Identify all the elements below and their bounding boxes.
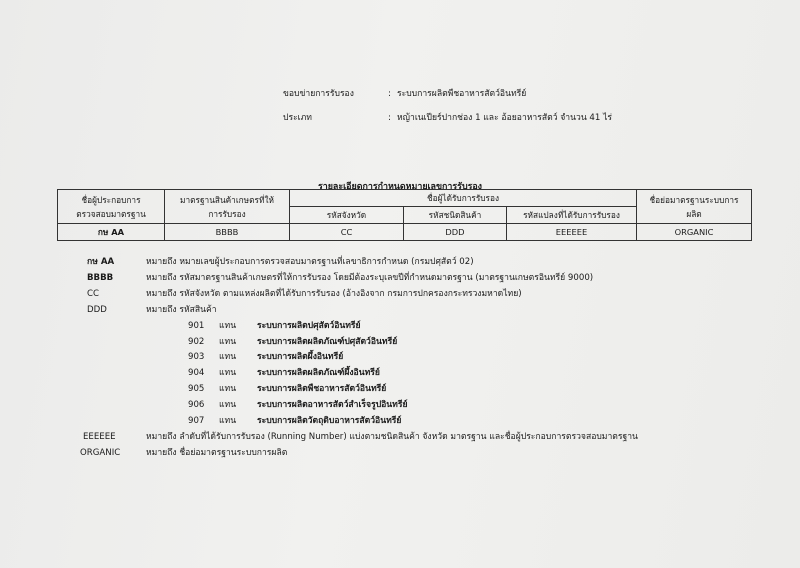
header-operator bbox=[58, 190, 165, 224]
scope-value: ระบบการผลิตพืชอาหารสัตว์อินทรีย์ bbox=[397, 89, 527, 99]
subheader-plot-code: รหัสแปลงที่ได้รับการรับรอง bbox=[507, 207, 637, 224]
cell-plot: EEEEEE bbox=[507, 224, 637, 241]
cell-standard: BBBB bbox=[165, 224, 290, 241]
product-word: แทน bbox=[219, 384, 237, 394]
legend-code-ddd: DDD bbox=[87, 305, 107, 315]
legend-code-aa: กษ AA bbox=[87, 257, 115, 267]
legend-desc-bbbb: หมายถึง รหัสมาตรฐานสินค้าเกษตรที่ให้การรับรอง โดยมีต้องระบุเลขปีที่กำหนดมาตรฐาน (มาตรฐานเกษตรอินทรีย์ 9000) bbox=[146, 273, 594, 283]
product-number: 905 bbox=[188, 384, 205, 394]
header-certified-group: ชื่อผู้ได้รับการรับรอง bbox=[290, 190, 637, 207]
scope-separator: : bbox=[388, 89, 391, 99]
legend-desc-organic: หมายถึง ชื่อย่อมาตรฐานระบบการผลิต bbox=[146, 448, 288, 458]
cell-province: CC bbox=[290, 224, 404, 241]
legend-code-organic: ORGANIC bbox=[80, 448, 121, 458]
table-row bbox=[58, 224, 752, 241]
subheader-product-code: รหัสชนิดสินค้า bbox=[404, 207, 507, 224]
product-word: แทน bbox=[219, 368, 237, 378]
legend-code-cc: CC bbox=[87, 289, 100, 299]
cell-operator: กษ AA bbox=[58, 224, 165, 241]
product-description: ระบบการผลิตผลิตภัณฑ์ผึ้งอินทรีย์ bbox=[257, 368, 380, 378]
product-number: 903 bbox=[188, 352, 205, 362]
product-description: ระบบการผลิตผลิตภัณฑ์ปศุสัตว์อินทรีย์ bbox=[257, 337, 398, 347]
product-word: แทน bbox=[219, 400, 237, 410]
header-standard bbox=[165, 190, 290, 224]
product-number: 901 bbox=[188, 321, 205, 331]
subheader-province-code: รหัสจังหวัด bbox=[290, 207, 404, 224]
legend-desc-ddd: หมายถึง รหัสสินค้า bbox=[146, 305, 217, 315]
legend-desc-eeeeee: หมายถึง ลำดับที่ได้รับการรับรอง (Running Number) แบ่งตามชนิดสินค้า จังหวัด มาตรฐาน และชื่อผู้ประกอบการตรวจสอบมาตรฐาน bbox=[146, 432, 638, 442]
header-operator-line1: ชื่อผู้ประกอบการ bbox=[81, 194, 141, 205]
product-word: แทน bbox=[219, 337, 237, 347]
product-description: ระบบการผลิตพืชอาหารสัตว์อินทรีย์ bbox=[257, 384, 387, 394]
legend-desc-aa: หมายถึง หมายเลขผู้ประกอบการตรวจสอบมาตรฐานที่เลขาธิการกำหนด (กรมปศุสัตว์ 02) bbox=[146, 257, 474, 267]
legend-code-bbbb: BBBB bbox=[87, 273, 114, 283]
header-standard-line2: การรับรอง bbox=[208, 208, 246, 219]
product-number: 906 bbox=[188, 400, 205, 410]
header-abbreviation-line1: ชื่อย่อมาตรฐานระบบการ bbox=[649, 194, 739, 205]
type-label: ประเภท bbox=[283, 113, 312, 123]
type-separator: : bbox=[388, 113, 391, 123]
product-description: ระบบการผลิตผึ้งอินทรีย์ bbox=[257, 352, 344, 362]
product-word: แทน bbox=[219, 416, 237, 426]
legend-desc-cc: หมายถึง รหัสจังหวัด ตามแหล่งผลิตที่ได้รับการรับรอง (อ้างอิงจาก กรมการปกครองกระทรวงมหาดไทย) bbox=[146, 289, 522, 299]
header-abbreviation bbox=[637, 190, 752, 224]
certification-code-table bbox=[57, 189, 752, 241]
product-number: 904 bbox=[188, 368, 205, 378]
product-description: ระบบการผลิตวัตถุดิบอาหารสัตว์อินทรีย์ bbox=[257, 416, 402, 426]
product-description: ระบบการผลิตปศุสัตว์อินทรีย์ bbox=[257, 321, 361, 331]
type-value: หญ้าเนเปียร์ปากช่อง 1 และ อ้อยอาหารสัตว์ จำนวน 41 ไร่ bbox=[397, 113, 613, 123]
legend-code-eeeeee: EEEEEE bbox=[83, 432, 116, 442]
product-description: ระบบการผลิตอาหารสัตว์สำเร็จรูปอินทรีย์ bbox=[257, 400, 408, 410]
product-number: 902 bbox=[188, 337, 205, 347]
header-operator-line2: ตรวจสอบมาตรฐาน bbox=[76, 208, 146, 219]
header-standard-line1: มาตรฐานสินค้าเกษตรที่ให้ bbox=[180, 194, 274, 205]
product-word: แทน bbox=[219, 321, 237, 331]
product-number: 907 bbox=[188, 416, 205, 426]
header-abbreviation-line2: ผลิต bbox=[686, 208, 702, 219]
cell-abbreviation: ORGANIC bbox=[637, 224, 752, 241]
product-word: แทน bbox=[219, 352, 237, 362]
cell-product: DDD bbox=[404, 224, 507, 241]
table-title: รายละเอียดการกำหนดหมายเลขการรับรอง bbox=[317, 182, 483, 192]
scope-label: ขอบข่ายการรับรอง bbox=[283, 89, 354, 99]
